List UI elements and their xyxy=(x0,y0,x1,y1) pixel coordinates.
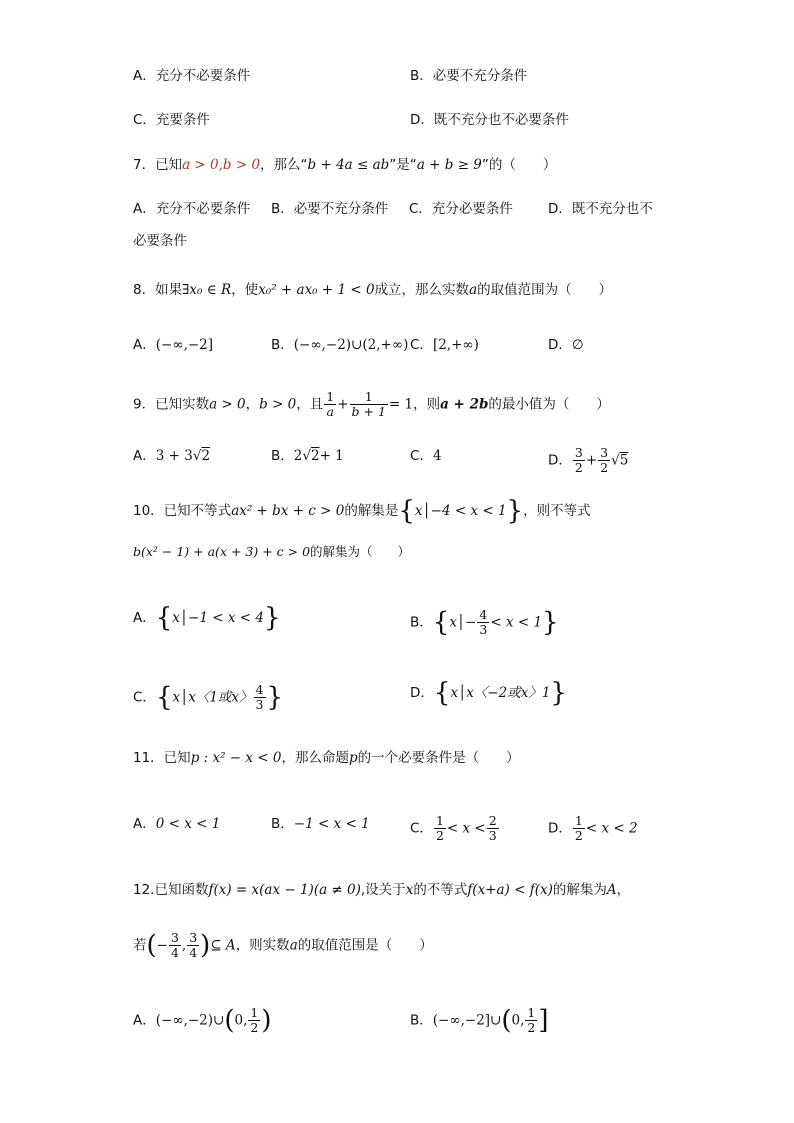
q9-eq: = 1 xyxy=(388,396,414,413)
q12-expr: f(x) = x(ax − 1)(a ≠ 0) xyxy=(208,882,361,898)
q11-option-d: D． $\frac{1}{2}$ < x < 2 xyxy=(548,813,638,843)
q7-option-d: D．既不充分也不 xyxy=(548,201,653,217)
q9-option-b: B．2√2+ 1 xyxy=(271,448,344,464)
q8-d-label: D． xyxy=(548,337,572,353)
q12-l2-tail: ，则实数 xyxy=(235,937,290,954)
q8-a-value: (−∞,−2] xyxy=(155,337,214,353)
q7-mid2: ”是“ xyxy=(389,157,417,173)
q10-option-a: A．{x│−1 < x < 4} xyxy=(133,603,281,633)
q9-option-d: D． $\frac{3}{2}$ + $\frac{3}{2}$ √5 xyxy=(548,445,629,475)
q8-expr2: x₀² + ax₀ + 1 < 0 xyxy=(258,282,375,298)
q8-expr: ∃x₀ ∈ R xyxy=(182,282,232,298)
q9-frac2: $\frac{1}{b + 1}$ xyxy=(351,389,386,419)
q12-l2-tail2: 的取值范围是（ ） xyxy=(297,937,433,954)
q10-lead: 10．已知不等式 xyxy=(133,503,232,519)
q9-mid: ，且 xyxy=(296,396,324,413)
q9-cond1: a > 0 xyxy=(209,396,246,413)
q8-mid: ，使 xyxy=(231,282,259,298)
q11-var: p xyxy=(348,750,358,766)
q12-setA: A xyxy=(606,882,617,898)
q9-lead: 9．已知实数 xyxy=(133,396,210,413)
q12-stem-line2: 若(− $\frac{3}{4}$ , $\frac{3}{4}$ )⊆ A，则实数a的取值范围是（ ） xyxy=(133,930,433,961)
q12-lead: 12.已知函数 xyxy=(133,882,209,898)
q12-end1: ， xyxy=(616,882,631,898)
q7-condition: a > 0,b > 0 xyxy=(182,157,261,173)
q10-expr: ax² + bx + c > 0 xyxy=(231,503,345,519)
q11-option-c: C． $\frac{1}{2}$ < x < $\frac{2}{3}$ xyxy=(410,813,497,843)
q12-l2-var: a xyxy=(289,937,298,954)
q12-l2-subset: ⊆ A xyxy=(210,937,236,954)
q9-target: a + 2b xyxy=(440,396,489,413)
q7-option-c: C．充分必要条件 xyxy=(409,201,513,217)
q12-mid3: 的解集为 xyxy=(552,882,607,898)
q9-option-c: C．4 xyxy=(410,448,442,464)
q8-option-d xyxy=(548,335,584,355)
q6-option-c: C．充要条件 xyxy=(133,112,210,128)
q9-mid2: ，则 xyxy=(413,396,441,413)
q10-option-d: D．{x│x〈−2或x〉1} xyxy=(410,678,567,708)
q10-set: x│−4 < x < 1 xyxy=(414,503,507,519)
q8-stem xyxy=(133,280,612,300)
q8-tail2: 的取值范围为（ ） xyxy=(477,282,613,298)
q12-mid2: 的不等式 xyxy=(413,882,468,898)
q8-b-value: (−∞,−2)∪(2,+∞) xyxy=(293,337,409,353)
q6-option-b: B．必要不充分条件 xyxy=(410,68,528,84)
q8-c-value: [2,+∞) xyxy=(432,337,479,353)
q12-option-b: B．(−∞,−2]∪(0, $\frac{1}{2}$ ] xyxy=(410,1005,549,1036)
q7-tail: ”的（ ） xyxy=(481,157,557,173)
q10-tail: ，则不等式 xyxy=(523,503,591,519)
q10-stem-line2 xyxy=(133,542,410,562)
q8-option-a xyxy=(133,335,213,355)
q10-option-c: C．{x│x〈1或x〉 $\frac{4}{3}$ } xyxy=(133,682,284,713)
q12-expr2: f(x+a) < f(x) xyxy=(467,882,553,898)
q8-lead: 8．如果 xyxy=(133,282,183,298)
q11-option-a: A．0 < x < 1 xyxy=(133,816,221,832)
q12-l2-lead: 若 xyxy=(133,937,147,954)
q6-option-a: A．充分不必要条件 xyxy=(133,68,251,84)
q11-stem xyxy=(133,748,520,768)
q7-option-a: A．充分不必要条件 xyxy=(133,201,251,217)
q6-option-d: D．既不充分也不必要条件 xyxy=(410,112,569,128)
q10-mid: 的解集是 xyxy=(344,503,399,519)
q10-option-b: B．{x│− $\frac{4}{3}$ < x < 1} xyxy=(410,607,559,638)
q9-option-a: A．3 + 3√2 xyxy=(133,448,211,464)
q8-option-c xyxy=(410,335,479,355)
q9-stem xyxy=(133,390,610,419)
q8-option-b xyxy=(271,335,408,355)
q7-stem xyxy=(133,155,556,175)
q11-mid: ，那么命题 xyxy=(281,750,349,766)
q9-frac1: $\frac{1}{a}$ xyxy=(326,389,335,419)
q8-tail: 成立，那么实数 xyxy=(374,282,470,298)
q12-option-a: A．(−∞,−2)∪(0, $\frac{1}{2}$ ) xyxy=(133,1005,272,1036)
q12-mid: ,设关于 xyxy=(360,882,406,898)
q10-stem: 10．已知不等式ax² + bx + c > 0的解集是{x│−4 < x < 1}，则不等式 xyxy=(133,496,591,526)
q9-cond2: b > 0 xyxy=(259,396,297,413)
q8-c-label: C． xyxy=(410,337,433,353)
q8-b-label: B． xyxy=(271,337,294,353)
q7-option-d-cont: 必要条件 xyxy=(133,233,187,249)
q7-lead: 7．已知 xyxy=(133,157,183,173)
q9-sep: ， xyxy=(245,396,260,413)
q7-expr2: a + b ≥ 9 xyxy=(416,157,482,173)
q8-a-label: A． xyxy=(133,337,156,353)
q10-tail2: 的解集为（ ） xyxy=(310,544,411,559)
q9-tail: 的最小值为（ ） xyxy=(488,396,610,413)
q11-option-b: B．−1 < x < 1 xyxy=(271,816,370,832)
q7-option-b: B．必要不充分条件 xyxy=(271,201,389,217)
q12-var: x xyxy=(405,882,414,898)
q12-stem xyxy=(133,880,630,900)
q11-tail: 的一个必要条件是（ ） xyxy=(357,750,520,766)
q10-expr2: b(x² − 1) + a(x + 3) + c > 0 xyxy=(133,544,311,559)
q7-mid: ，那么“ xyxy=(260,157,308,173)
q7-expr1: b + 4a ≤ ab xyxy=(307,157,390,173)
q8-var: a xyxy=(469,282,478,298)
q9-plus: + xyxy=(337,396,349,413)
q11-lead: 11．已知 xyxy=(133,750,191,766)
q8-d-value: ∅ xyxy=(571,337,584,353)
q11-expr: p : x² − x < 0 xyxy=(190,750,282,766)
